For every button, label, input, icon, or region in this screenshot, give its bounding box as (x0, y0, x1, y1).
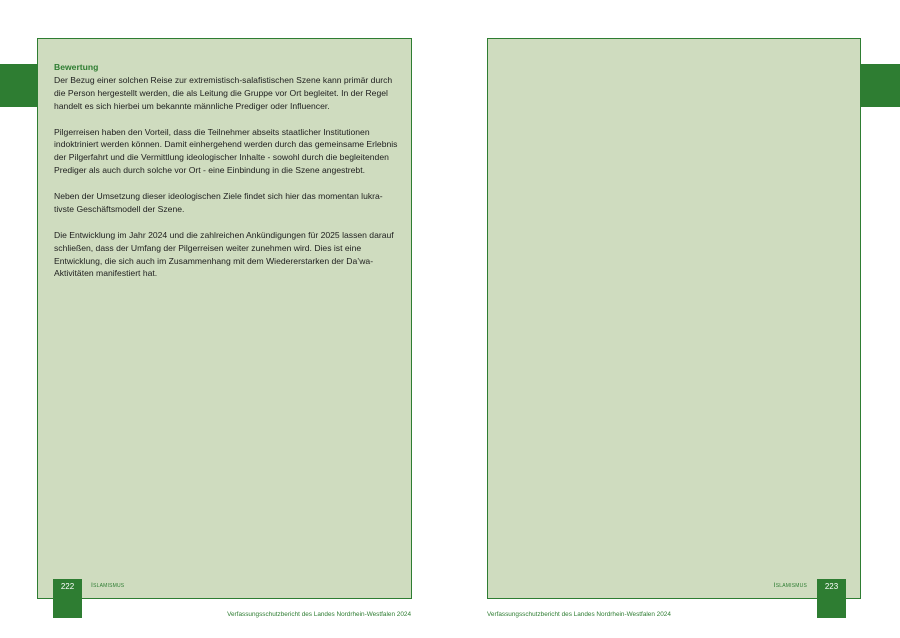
footer-right: Verfassungsschutzbericht des Landes Nordrhein-Westfalen 2024 (487, 611, 671, 618)
paragraph-2: Pilgerreisen haben den Vorteil, dass die Teilnehmer abseits staatlicher Institutionen indoktriniert werden können. Damit einhergehend werden durch das gemeinsame Erlebnis der Pilgerfahrt und die Vermittlung ideologischer Inhalte - sowohl durch die begleitenden Prediger als auch durch solche vor Ort - eine Einbindung in die Szene angestrebt. (54, 126, 398, 176)
paragraph-4: Die Entwicklung im Jahr 2024 und die zahlreichen Ankündigungen für 2025 lassen darauf schließen, dass der Umfang der Pilgerreisen weiter zunehmen wird. Dies ist eine Entwicklung, die sich auch im Zusammenhang mit dem Wiedererstarken der Da’wa-Aktivitäten manifestiert hat. (54, 229, 394, 279)
section-label-left: Islamismus (91, 582, 125, 589)
right-page (487, 38, 861, 599)
section-heading: Bewertung (54, 62, 99, 72)
section-label-right: Islamismus (773, 582, 807, 589)
footer-left: Verfassungsschutzbericht des Landes Nordrhein-Westfalen 2024 (227, 611, 411, 618)
chapter-tab-left (0, 64, 40, 107)
paragraph-1: Der Bezug einer solchen Reise zur extremistisch-salafistischen Szene kann primär durch die Person hergestellt werden, die als Leitung die Gruppe vor Ort begleitet. In der Regel handelt es sich hierbei um bekannte männliche Prediger oder Influencer. (54, 74, 393, 111)
page-number-left: 222 (53, 579, 82, 618)
paragraph-3: Neben der Umsetzung dieser ideologischen Ziele findet sich hier das momentan lukrativste Geschäftsmodell der Szene. (54, 191, 383, 214)
page-number-right: 223 (817, 579, 846, 618)
chapter-tab-right (858, 64, 900, 107)
left-page (37, 38, 412, 599)
left-page-content (54, 61, 399, 293)
